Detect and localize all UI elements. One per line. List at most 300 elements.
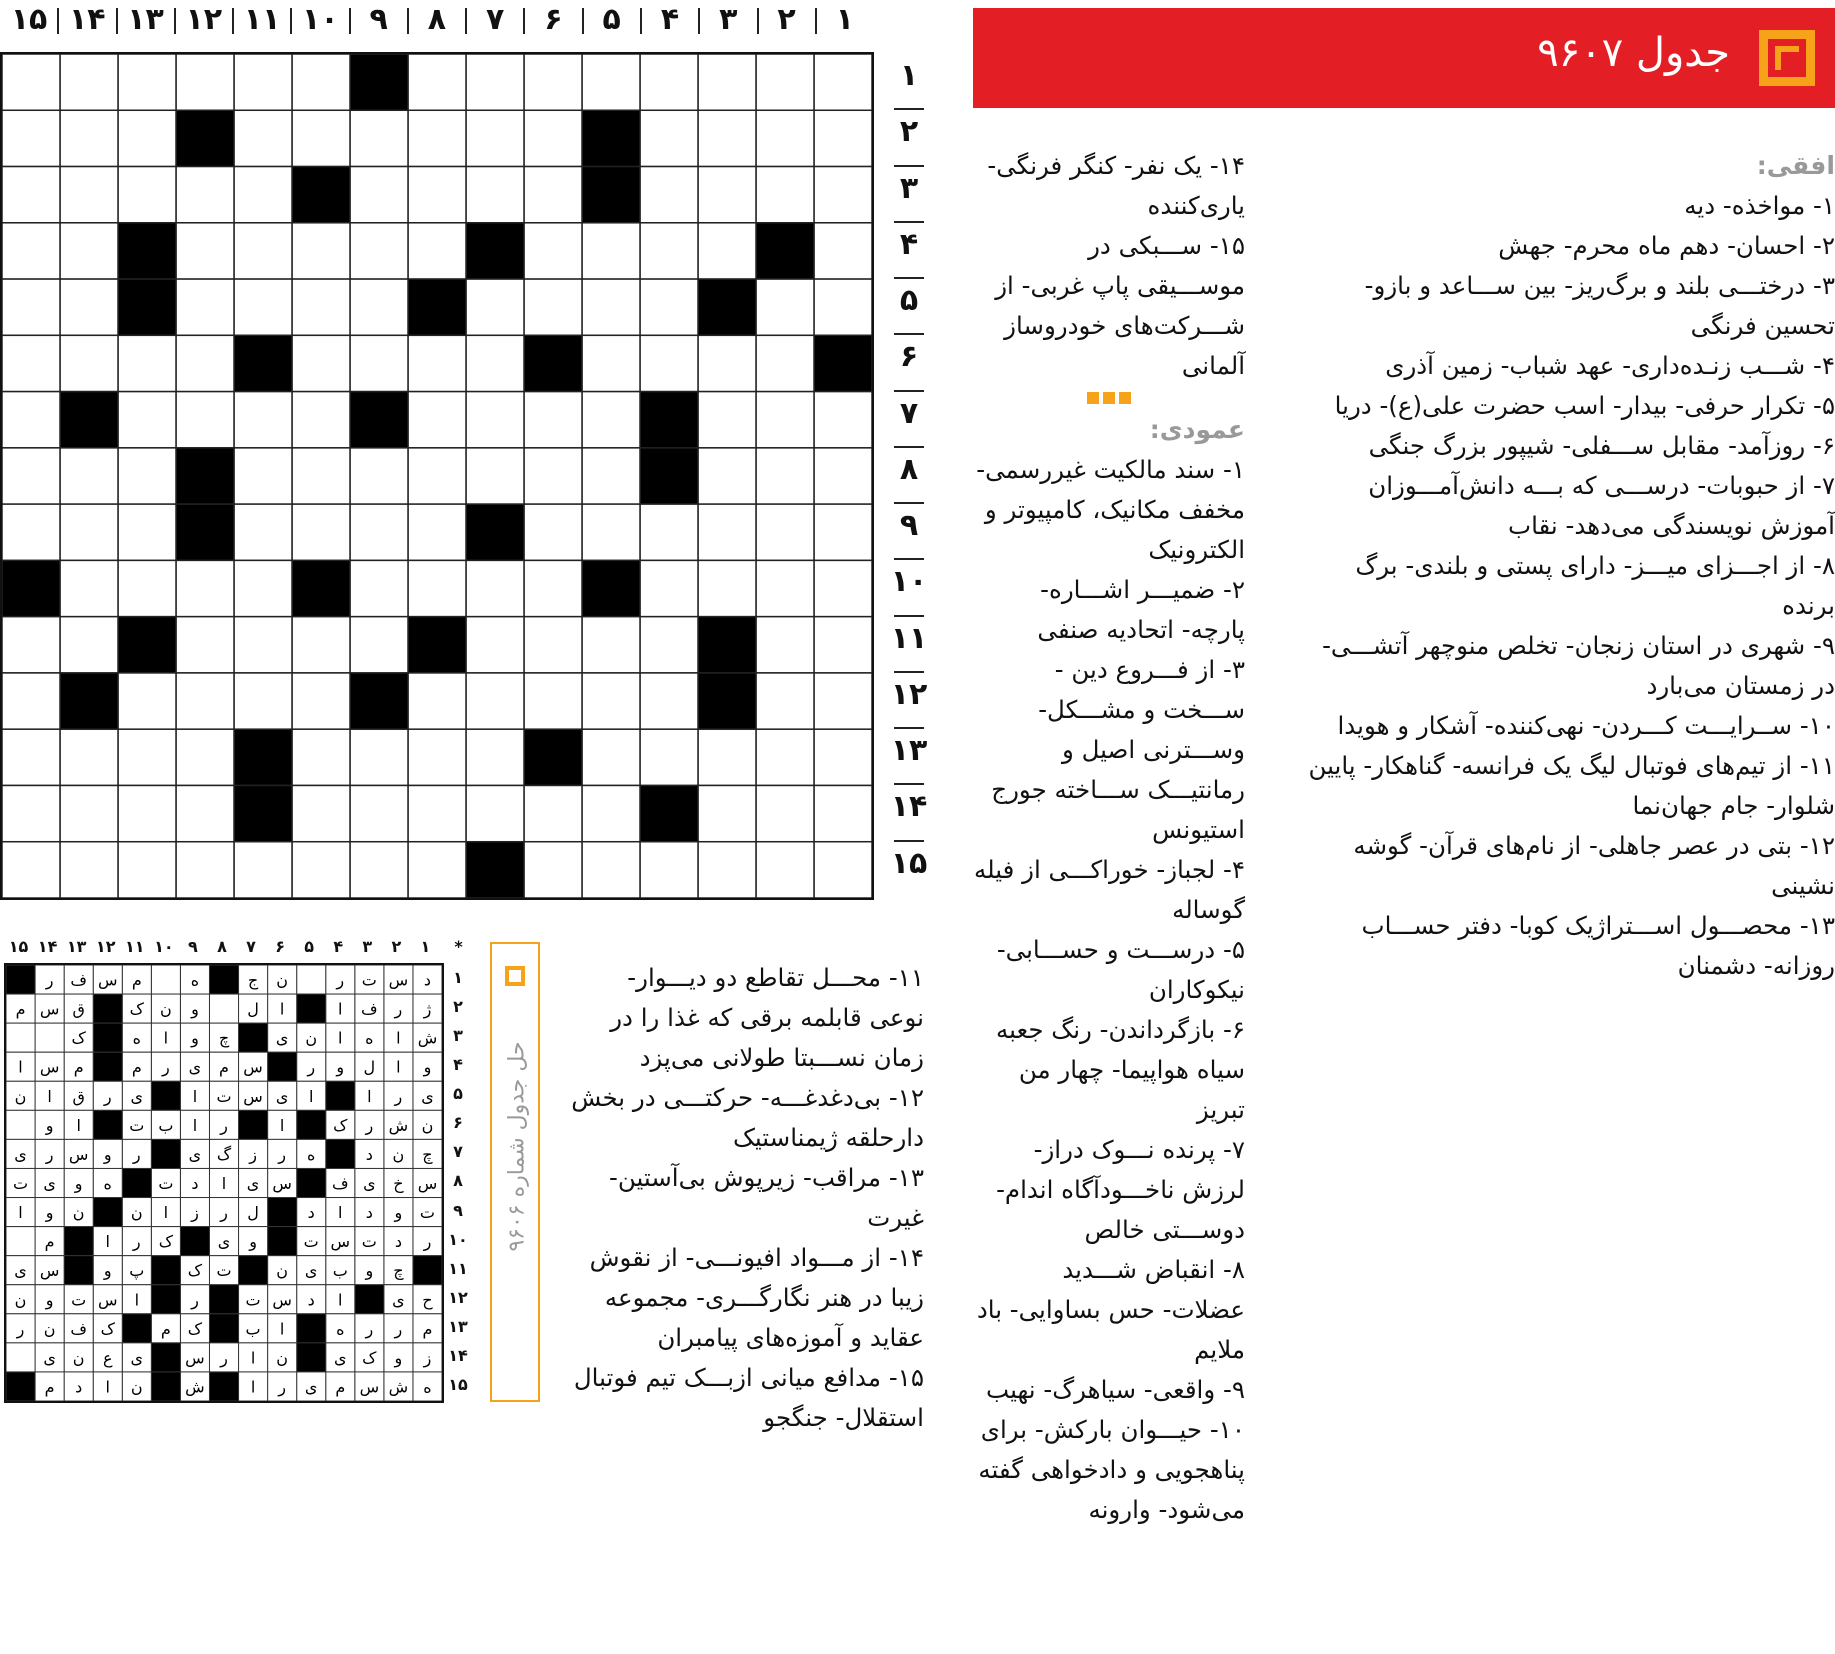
grid-cell[interactable] bbox=[234, 617, 292, 673]
black-cell bbox=[176, 504, 234, 560]
grid-cell[interactable] bbox=[408, 110, 466, 166]
grid-cell[interactable] bbox=[814, 617, 872, 673]
grid-cell[interactable] bbox=[582, 279, 640, 335]
solution-letter: د bbox=[75, 1377, 83, 1397]
horizontal-clue: ۱۱- از تیم‌های فوتبال لیگ یک فرانسه- گناهکار- پایین شلوار- جام جهان‌نما bbox=[1308, 751, 1835, 820]
grid-cell[interactable] bbox=[408, 673, 466, 729]
grid-cell[interactable] bbox=[582, 504, 640, 560]
grid-cell[interactable] bbox=[582, 842, 640, 898]
grid-cell[interactable] bbox=[60, 560, 118, 616]
grid-cell[interactable] bbox=[814, 504, 872, 560]
solution-letter: ر bbox=[16, 1319, 25, 1339]
column-number: ۶ bbox=[544, 2, 563, 37]
grid-cell[interactable] bbox=[118, 167, 176, 223]
grid-cell[interactable] bbox=[60, 785, 118, 841]
grid-cell[interactable] bbox=[60, 842, 118, 898]
grid-cell[interactable] bbox=[582, 448, 640, 504]
grid-cell[interactable] bbox=[698, 54, 756, 110]
grid-cell[interactable] bbox=[466, 279, 524, 335]
solution-letter: ا bbox=[396, 1057, 401, 1077]
grid-cell[interactable] bbox=[582, 617, 640, 673]
grid-cell[interactable] bbox=[466, 617, 524, 673]
solution-row-number: ۵ bbox=[453, 1084, 463, 1104]
grid-cell[interactable] bbox=[350, 167, 408, 223]
brand-logo-icon bbox=[1759, 30, 1815, 86]
solution-letter: م bbox=[73, 1057, 84, 1077]
grid-cell[interactable] bbox=[756, 673, 814, 729]
grid-cell[interactable] bbox=[176, 392, 234, 448]
black-cell bbox=[698, 279, 756, 335]
solution-letter: ی bbox=[392, 1290, 405, 1310]
grid-cell[interactable] bbox=[292, 673, 350, 729]
solution-letter: ر bbox=[220, 1115, 228, 1135]
grid-cell[interactable] bbox=[118, 842, 176, 898]
solution-title: حل جدول شماره ۹۶۰۶ bbox=[504, 1041, 530, 1252]
grid-cell[interactable] bbox=[118, 448, 176, 504]
solution-row-number: ۱۲ bbox=[448, 1287, 468, 1307]
solution-black-cell bbox=[6, 1372, 35, 1401]
grid-cell[interactable] bbox=[60, 617, 118, 673]
grid-cell[interactable] bbox=[756, 392, 814, 448]
grid-cell[interactable] bbox=[814, 279, 872, 335]
row-number-divider bbox=[894, 783, 924, 785]
grid-cell[interactable] bbox=[350, 335, 408, 391]
grid-cell[interactable] bbox=[118, 504, 176, 560]
grid-cell[interactable] bbox=[698, 504, 756, 560]
grid-cell[interactable] bbox=[234, 448, 292, 504]
grid-cell[interactable] bbox=[698, 335, 756, 391]
grid-cell[interactable] bbox=[408, 392, 466, 448]
horizontal-clue: ۱- مواخذه- دیه bbox=[1684, 191, 1835, 220]
grid-cell[interactable] bbox=[60, 110, 118, 166]
grid-cell[interactable] bbox=[292, 448, 350, 504]
grid-cell[interactable] bbox=[176, 673, 234, 729]
solution-black-cell bbox=[326, 1081, 355, 1110]
grid-cell[interactable] bbox=[234, 167, 292, 223]
solution-letter: ن bbox=[421, 1115, 434, 1135]
grid-cell[interactable] bbox=[524, 223, 582, 279]
column-number: ۲ bbox=[777, 2, 796, 37]
grid-cell[interactable] bbox=[2, 110, 60, 166]
vertical-clue: ۲- ضمیـــر اشـــاره- پارچه- اتحادیه صنفی bbox=[1037, 575, 1245, 644]
solution-letter: ش bbox=[388, 1377, 409, 1397]
grid-cell[interactable] bbox=[640, 110, 698, 166]
solution-letter: ه bbox=[103, 1174, 112, 1193]
grid-cell[interactable] bbox=[814, 673, 872, 729]
grid-cell[interactable] bbox=[350, 223, 408, 279]
grid-cell[interactable] bbox=[408, 842, 466, 898]
grid-cell[interactable] bbox=[292, 110, 350, 166]
grid-cell[interactable] bbox=[234, 54, 292, 110]
grid-cell[interactable] bbox=[292, 335, 350, 391]
black-cell bbox=[466, 504, 524, 560]
solution-letter: ن bbox=[72, 1203, 85, 1223]
solution-row-number: ۱ bbox=[453, 968, 463, 987]
solution-letter: ی bbox=[334, 1348, 347, 1368]
grid-cell[interactable] bbox=[640, 560, 698, 616]
grid-cell[interactable] bbox=[350, 785, 408, 841]
solution-black-cell bbox=[93, 1023, 122, 1052]
grid-cell[interactable] bbox=[176, 560, 234, 616]
column-number: ۱۲ bbox=[185, 2, 223, 37]
grid-cell[interactable] bbox=[466, 335, 524, 391]
solution-column-number: ۶ bbox=[275, 937, 285, 956]
grid-cell[interactable] bbox=[2, 785, 60, 841]
grid-cell[interactable] bbox=[408, 167, 466, 223]
solution-letter: ع bbox=[102, 1348, 113, 1368]
grid-cell[interactable] bbox=[350, 729, 408, 785]
grid-cell[interactable] bbox=[176, 617, 234, 673]
grid-cell[interactable] bbox=[2, 504, 60, 560]
grid-cell[interactable] bbox=[350, 617, 408, 673]
grid-cell[interactable] bbox=[756, 729, 814, 785]
grid-cell[interactable] bbox=[640, 729, 698, 785]
grid-cell[interactable] bbox=[582, 673, 640, 729]
grid-cell[interactable] bbox=[524, 167, 582, 223]
grid-cell[interactable] bbox=[698, 785, 756, 841]
grid-cell[interactable] bbox=[176, 729, 234, 785]
grid-cell[interactable] bbox=[350, 448, 408, 504]
grid-cell[interactable] bbox=[466, 729, 524, 785]
grid-cell[interactable] bbox=[292, 617, 350, 673]
grid-cell[interactable] bbox=[2, 279, 60, 335]
grid-cell[interactable] bbox=[524, 392, 582, 448]
grid-cell[interactable] bbox=[118, 335, 176, 391]
solution-black-cell bbox=[151, 1285, 180, 1314]
grid-cell[interactable] bbox=[466, 54, 524, 110]
grid-cell[interactable] bbox=[2, 223, 60, 279]
grid-cell[interactable] bbox=[234, 504, 292, 560]
grid-cell[interactable] bbox=[640, 54, 698, 110]
grid-cell[interactable] bbox=[524, 617, 582, 673]
crossword-grid[interactable] bbox=[0, 52, 874, 900]
grid-cell[interactable] bbox=[408, 335, 466, 391]
grid-cell[interactable] bbox=[234, 223, 292, 279]
grid-cell[interactable] bbox=[582, 785, 640, 841]
solution-column-number: ۸ bbox=[217, 937, 227, 956]
solution-letter: ر bbox=[394, 1319, 403, 1339]
grid-cell[interactable] bbox=[640, 167, 698, 223]
solution-letter: ت bbox=[216, 1261, 232, 1281]
grid-cell[interactable] bbox=[176, 785, 234, 841]
solution-row-number: ۱۴ bbox=[448, 1345, 468, 1365]
grid-cell[interactable] bbox=[756, 617, 814, 673]
grid-cell[interactable] bbox=[60, 167, 118, 223]
grid-cell[interactable] bbox=[60, 448, 118, 504]
solution-letter: ن bbox=[14, 1086, 27, 1106]
grid-cell[interactable] bbox=[814, 167, 872, 223]
black-cell bbox=[292, 560, 350, 616]
grid-cell[interactable] bbox=[292, 279, 350, 335]
grid-cell[interactable] bbox=[524, 448, 582, 504]
grid-cell[interactable] bbox=[814, 729, 872, 785]
grid-cell[interactable] bbox=[466, 560, 524, 616]
grid-cell[interactable] bbox=[698, 560, 756, 616]
column-number: ۹ bbox=[369, 2, 388, 37]
grid-cell[interactable] bbox=[466, 448, 524, 504]
solution-letter: ا bbox=[192, 1086, 198, 1106]
grid-cell[interactable] bbox=[350, 842, 408, 898]
solution-black-cell bbox=[151, 1256, 180, 1285]
solution-letter: ا bbox=[192, 1115, 198, 1135]
solution-black-cell bbox=[6, 965, 35, 994]
solution-black-cell bbox=[151, 1343, 180, 1372]
solution-letter: ل bbox=[247, 999, 259, 1019]
grid-cell[interactable] bbox=[582, 54, 640, 110]
solution-letter: ی bbox=[130, 1348, 144, 1368]
grid-cell[interactable] bbox=[60, 223, 118, 279]
vertical-clue: ۱۱- محـــل تقاطع دو دیـــوار- نوعی قابلمه برقی که غذا را در زمان نســـبتا طولانی می‌پزد bbox=[610, 963, 924, 1072]
solution-letter: ف bbox=[70, 970, 87, 990]
grid-cell[interactable] bbox=[814, 54, 872, 110]
grid-cell[interactable] bbox=[640, 842, 698, 898]
grid-cell[interactable] bbox=[814, 560, 872, 616]
grid-cell[interactable] bbox=[814, 448, 872, 504]
grid-cell[interactable] bbox=[2, 842, 60, 898]
solution-letter: خ bbox=[393, 1174, 404, 1193]
grid-cell[interactable] bbox=[292, 729, 350, 785]
grid-cell[interactable] bbox=[640, 504, 698, 560]
solution-letter: ی bbox=[275, 1028, 289, 1048]
grid-cell[interactable] bbox=[60, 729, 118, 785]
grid-cell[interactable] bbox=[466, 392, 524, 448]
solution-letter: م bbox=[15, 999, 26, 1019]
grid-cell[interactable] bbox=[2, 617, 60, 673]
grid-cell[interactable] bbox=[350, 279, 408, 335]
grid-cell[interactable] bbox=[756, 785, 814, 841]
black-cell bbox=[698, 617, 756, 673]
grid-cell[interactable] bbox=[640, 673, 698, 729]
solution-letter: ا bbox=[396, 1028, 401, 1048]
solution-corner-mark: * bbox=[454, 937, 463, 956]
solution-letter: ر bbox=[365, 1115, 374, 1135]
grid-cell[interactable] bbox=[350, 560, 408, 616]
grid-cell[interactable] bbox=[118, 673, 176, 729]
grid-cell[interactable] bbox=[582, 729, 640, 785]
row-number: ۱ bbox=[899, 58, 919, 93]
solution-letter: ر bbox=[336, 970, 345, 990]
solution-letter: ا bbox=[105, 1232, 110, 1252]
black-cell bbox=[582, 110, 640, 166]
grid-cell[interactable] bbox=[292, 392, 350, 448]
row-number: ۹ bbox=[899, 508, 919, 544]
solution-letter: س bbox=[39, 1261, 60, 1281]
grid-cell[interactable] bbox=[524, 842, 582, 898]
grid-cell[interactable] bbox=[176, 842, 234, 898]
solution-letter: م bbox=[160, 1319, 171, 1339]
grid-cell[interactable] bbox=[698, 167, 756, 223]
grid-cell[interactable] bbox=[176, 54, 234, 110]
grid-cell[interactable] bbox=[814, 110, 872, 166]
black-cell bbox=[408, 279, 466, 335]
grid-cell[interactable] bbox=[118, 110, 176, 166]
grid-cell[interactable] bbox=[176, 167, 234, 223]
grid-cell[interactable] bbox=[640, 335, 698, 391]
grid-cell[interactable] bbox=[698, 842, 756, 898]
grid-cell[interactable] bbox=[118, 560, 176, 616]
grid-cell[interactable] bbox=[698, 448, 756, 504]
grid-cell[interactable] bbox=[292, 223, 350, 279]
row-number-strip bbox=[880, 52, 938, 900]
crossword-grid-svg[interactable] bbox=[2, 54, 872, 898]
solution-letter: س bbox=[39, 999, 60, 1019]
solution-letter: ی bbox=[304, 1261, 318, 1281]
grid-cell[interactable] bbox=[234, 110, 292, 166]
solution-black-cell bbox=[209, 965, 238, 994]
grid-cell[interactable] bbox=[524, 279, 582, 335]
solution-letter: ر bbox=[423, 1232, 432, 1252]
grid-cell[interactable] bbox=[524, 673, 582, 729]
grid-cell[interactable] bbox=[60, 54, 118, 110]
grid-cell[interactable] bbox=[466, 167, 524, 223]
grid-cell[interactable] bbox=[814, 392, 872, 448]
solution-black-cell bbox=[180, 1227, 209, 1256]
grid-cell[interactable] bbox=[524, 560, 582, 616]
grid-cell[interactable] bbox=[60, 504, 118, 560]
horizontal-clues-column bbox=[1295, 146, 1835, 986]
solution-letter: ا bbox=[105, 1377, 110, 1397]
grid-cell[interactable] bbox=[2, 54, 60, 110]
solution-black-cell bbox=[355, 1285, 384, 1314]
grid-cell[interactable] bbox=[118, 54, 176, 110]
solution-black-cell bbox=[64, 1256, 93, 1285]
vertical-clue: ۱۲- بی‌دغدغـــه- حرکتـــی در بخش دارحلقه ژیمناستیک bbox=[571, 1083, 924, 1152]
grid-cell[interactable] bbox=[756, 504, 814, 560]
solution-letter: پ bbox=[129, 1261, 145, 1281]
solution-letter: د bbox=[307, 1203, 315, 1223]
grid-cell[interactable] bbox=[408, 504, 466, 560]
grid-cell[interactable] bbox=[582, 223, 640, 279]
solution-letter: و bbox=[103, 1144, 112, 1164]
grid-cell[interactable] bbox=[350, 110, 408, 166]
grid-cell[interactable] bbox=[408, 785, 466, 841]
grid-cell[interactable] bbox=[582, 392, 640, 448]
solution-letter: س bbox=[185, 1348, 205, 1368]
grid-cell[interactable] bbox=[234, 279, 292, 335]
grid-cell[interactable] bbox=[60, 279, 118, 335]
grid-cell[interactable] bbox=[640, 617, 698, 673]
grid-cell[interactable] bbox=[524, 504, 582, 560]
column-number: ۱ bbox=[835, 2, 854, 37]
grid-cell[interactable] bbox=[466, 785, 524, 841]
solution-letter: ی bbox=[188, 1144, 202, 1164]
grid-cell[interactable] bbox=[408, 223, 466, 279]
grid-cell[interactable] bbox=[408, 448, 466, 504]
solution-letter: ک bbox=[158, 1232, 174, 1252]
grid-cell[interactable] bbox=[640, 223, 698, 279]
solution-letter: ی bbox=[363, 1174, 376, 1193]
grid-cell[interactable] bbox=[698, 223, 756, 279]
grid-cell[interactable] bbox=[640, 279, 698, 335]
grid-cell[interactable] bbox=[234, 673, 292, 729]
solution-grid bbox=[4, 963, 444, 1403]
grid-cell[interactable] bbox=[524, 54, 582, 110]
solution-letter: م bbox=[44, 1377, 55, 1397]
grid-cell[interactable] bbox=[524, 110, 582, 166]
grid-cell[interactable] bbox=[176, 335, 234, 391]
row-number-divider bbox=[894, 558, 924, 560]
grid-cell[interactable] bbox=[524, 785, 582, 841]
grid-cell[interactable] bbox=[2, 335, 60, 391]
grid-cell[interactable] bbox=[756, 448, 814, 504]
solution-letter: ا bbox=[163, 1028, 169, 1048]
grid-cell[interactable] bbox=[756, 560, 814, 616]
grid-cell[interactable] bbox=[756, 842, 814, 898]
grid-cell[interactable] bbox=[2, 729, 60, 785]
solution-letter: ی bbox=[130, 1086, 144, 1106]
grid-cell[interactable] bbox=[408, 729, 466, 785]
solution-letter: ت bbox=[71, 1290, 87, 1310]
vertical-clue: ۳- از فـــروع دین - ســـخت و مشـــکل- وســـترنی اصیل و رمانتیـــک ســـاخته جورج استیونس bbox=[991, 655, 1245, 844]
grid-cell[interactable] bbox=[292, 785, 350, 841]
vertical-clue: ۶- بازگرداندن- رنگ جعبه سیاه هواپیما- چهار من تبریز bbox=[996, 1015, 1245, 1124]
solution-row-number: ۳ bbox=[453, 1026, 463, 1046]
solution-letter: ر bbox=[45, 970, 54, 990]
grid-cell[interactable] bbox=[814, 785, 872, 841]
solution-cell bbox=[6, 1227, 35, 1256]
solution-letter: ا bbox=[338, 1203, 343, 1223]
grid-cell[interactable] bbox=[2, 167, 60, 223]
grid-cell[interactable] bbox=[60, 335, 118, 391]
grid-cell[interactable] bbox=[118, 392, 176, 448]
grid-cell[interactable] bbox=[292, 504, 350, 560]
grid-cell[interactable] bbox=[292, 842, 350, 898]
grid-cell[interactable] bbox=[756, 110, 814, 166]
grid-cell[interactable] bbox=[118, 785, 176, 841]
grid-cell[interactable] bbox=[350, 504, 408, 560]
grid-cell[interactable] bbox=[408, 54, 466, 110]
row-number-divider bbox=[894, 502, 924, 504]
black-cell bbox=[756, 223, 814, 279]
grid-cell[interactable] bbox=[118, 729, 176, 785]
solution-letter: ن bbox=[130, 1203, 143, 1223]
solution-letter: و bbox=[423, 1057, 432, 1077]
solution-label-box bbox=[490, 942, 540, 1402]
vertical-clue: ۱- سند مالکیت غیررسمی- مخفف مکانیک، کامپیوتر و الکترونیک bbox=[976, 455, 1245, 564]
grid-cell[interactable] bbox=[698, 392, 756, 448]
horizontal-clue-list-continued bbox=[973, 146, 1245, 386]
solution-letter: ا bbox=[76, 1115, 81, 1135]
black-cell bbox=[234, 729, 292, 785]
solution-letter: و bbox=[74, 1174, 83, 1193]
grid-cell[interactable] bbox=[698, 729, 756, 785]
grid-cell[interactable] bbox=[176, 223, 234, 279]
solution-letter: ت bbox=[158, 1174, 174, 1193]
grid-cell[interactable] bbox=[466, 110, 524, 166]
grid-cell[interactable] bbox=[2, 392, 60, 448]
solution-letter: ا bbox=[367, 1086, 372, 1106]
grid-cell[interactable] bbox=[2, 448, 60, 504]
grid-cell[interactable] bbox=[814, 223, 872, 279]
grid-cell[interactable] bbox=[466, 673, 524, 729]
grid-cell[interactable] bbox=[234, 560, 292, 616]
grid-cell[interactable] bbox=[2, 673, 60, 729]
grid-cell[interactable] bbox=[408, 560, 466, 616]
grid-cell[interactable] bbox=[814, 842, 872, 898]
grid-cell[interactable] bbox=[756, 279, 814, 335]
grid-cell[interactable] bbox=[756, 335, 814, 391]
grid-cell[interactable] bbox=[698, 110, 756, 166]
grid-cell[interactable] bbox=[756, 167, 814, 223]
solution-letter: ر bbox=[365, 1319, 374, 1339]
solution-row-numbers bbox=[446, 963, 470, 1403]
grid-cell[interactable] bbox=[292, 54, 350, 110]
grid-cell[interactable] bbox=[234, 842, 292, 898]
grid-cell[interactable] bbox=[582, 335, 640, 391]
grid-cell[interactable] bbox=[176, 279, 234, 335]
grid-cell[interactable] bbox=[234, 392, 292, 448]
grid-cell[interactable] bbox=[756, 54, 814, 110]
